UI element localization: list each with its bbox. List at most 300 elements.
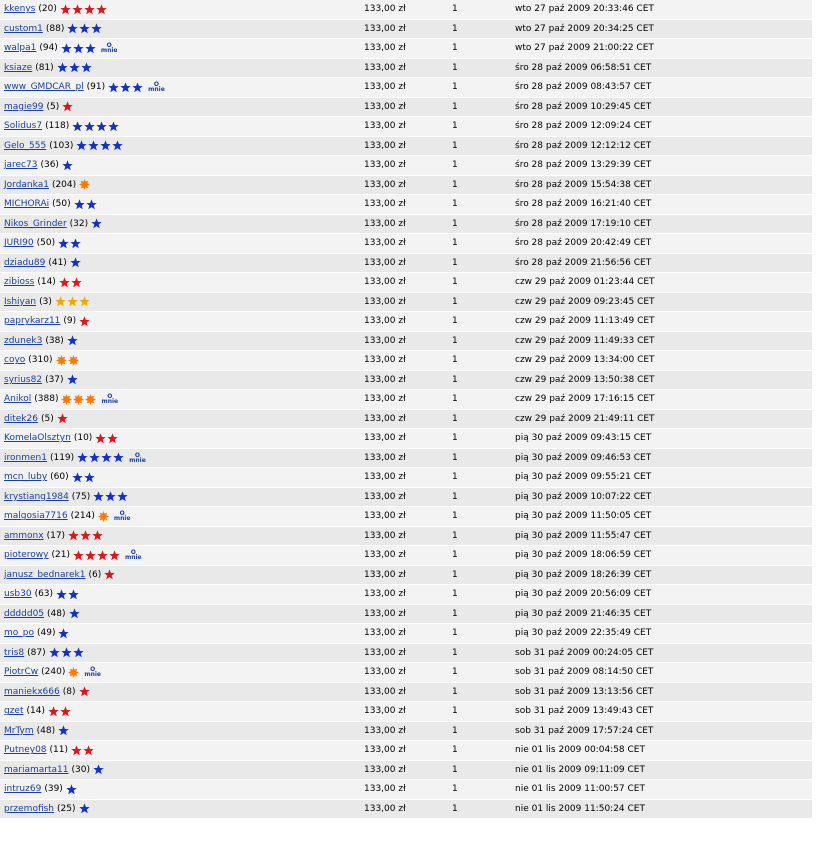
red-star-icon	[71, 277, 82, 288]
bid-date: śro 28 paź 2009 10:29:45 CET	[515, 101, 652, 112]
rating-stars	[61, 394, 97, 405]
bidder-link[interactable]: janusz_bednarek1	[4, 569, 86, 580]
about-me-badge-line: O	[119, 510, 125, 518]
bid-quantity: 1	[452, 589, 458, 600]
bidder-link[interactable]: Gelo_555	[4, 140, 47, 151]
bid-price: 133,00 zł	[364, 335, 406, 346]
sun-star-icon	[61, 394, 72, 405]
blue-star-icon	[93, 764, 104, 775]
table-row	[0, 137, 812, 157]
bidder-link[interactable]: intruz69	[4, 784, 42, 795]
bid-price: 133,00 zł	[364, 472, 406, 483]
bid-price: 133,00 zł	[364, 218, 406, 229]
rating-stars	[66, 784, 78, 795]
blue-star-icon	[56, 589, 67, 600]
bid-date: sob 31 paź 2009 17:57:24 CET	[515, 725, 654, 736]
blue-star-icon	[100, 140, 111, 151]
red-star-icon	[48, 706, 59, 717]
table-row	[0, 39, 812, 59]
about-me-badge-line: mnie	[100, 47, 118, 55]
rating-stars	[71, 745, 95, 756]
sun-star-icon	[68, 355, 79, 366]
rating-stars	[68, 667, 80, 678]
bid-price: 133,00 zł	[364, 355, 406, 366]
bid-quantity: 1	[452, 686, 458, 697]
rating-stars	[67, 335, 79, 346]
bid-quantity: 1	[452, 277, 458, 288]
bid-quantity: 1	[452, 511, 458, 522]
table-row	[0, 78, 812, 98]
red-star-icon	[60, 706, 71, 717]
bidder-link[interactable]: www_GMDCAR_pl	[4, 82, 84, 93]
bid-price: 133,00 zł	[364, 725, 406, 736]
bidder-cell	[4, 332, 79, 351]
table-row	[0, 546, 812, 566]
feedback-score: (49)	[37, 628, 56, 639]
feedback-score: (14)	[26, 706, 45, 717]
bid-date: sob 31 paź 2009 13:13:56 CET	[515, 686, 654, 697]
bid-date: śro 28 paź 2009 13:29:39 CET	[515, 160, 652, 171]
rating-stars	[98, 511, 110, 522]
about-me-badge[interactable]	[101, 394, 118, 404]
blue-star-icon	[84, 472, 95, 483]
blue-star-icon	[81, 62, 92, 73]
feedback-score: (204)	[51, 179, 77, 190]
bidder-link[interactable]: KomelaOlsztyn	[4, 433, 71, 444]
bidder-link[interactable]: kkenys	[4, 4, 36, 15]
about-me-badge-line: mnie	[101, 398, 119, 406]
bid-date: pią 30 paź 2009 10:07:22 CET	[515, 491, 652, 502]
red-star-icon	[60, 4, 71, 15]
bidder-link[interactable]: ammonx	[4, 530, 44, 541]
bid-quantity: 1	[452, 199, 458, 210]
bid-price: 133,00 zł	[364, 764, 406, 775]
bidder-link[interactable]: MICHORAi	[4, 199, 50, 210]
red-star-icon	[72, 4, 83, 15]
sun-star-icon	[79, 179, 90, 190]
feedback-score: (310)	[28, 355, 53, 366]
blue-star-icon	[96, 121, 107, 132]
about-me-badge-line: mnie	[124, 554, 142, 562]
rating-stars	[62, 160, 74, 171]
bidder-link[interactable]: ddddd05	[4, 608, 45, 619]
bid-price: 133,00 zł	[364, 23, 406, 34]
bidder-link[interactable]: gzet	[4, 706, 24, 717]
blue-star-icon	[72, 121, 83, 132]
bid-price: 133,00 zł	[364, 569, 406, 580]
red-star-icon	[71, 745, 82, 756]
about-me-badge-line: mnie	[84, 671, 101, 679]
bidder-link[interactable]: walpa1	[4, 43, 37, 54]
bid-price: 133,00 zł	[364, 43, 406, 54]
blue-star-icon	[73, 43, 84, 54]
bidder-link[interactable]: malgosia7716	[4, 511, 68, 522]
bidder-link[interactable]: maniekx666	[4, 686, 60, 697]
bidder-link[interactable]: przemofish	[4, 803, 55, 814]
rating-stars	[72, 121, 120, 132]
bid-price: 133,00 zł	[364, 238, 406, 249]
red-star-icon	[96, 4, 107, 15]
bidder-link[interactable]: mo_po	[4, 628, 34, 639]
bidder-link[interactable]: Solidus7	[4, 121, 43, 132]
bid-date: śro 28 paź 2009 06:58:51 CET	[515, 62, 652, 73]
bidder-cell	[4, 78, 165, 97]
table-row	[0, 390, 812, 410]
feedback-score: (5)	[40, 413, 54, 424]
bidder-cell	[4, 488, 129, 507]
blue-star-icon	[91, 218, 102, 229]
about-me-badge[interactable]	[125, 550, 142, 560]
bid-date: śro 28 paź 2009 21:56:56 CET	[515, 257, 652, 268]
table-row	[0, 663, 812, 683]
red-star-icon	[62, 101, 73, 112]
rating-stars	[68, 530, 104, 541]
blue-star-icon	[58, 238, 69, 249]
about-me-badge[interactable]	[129, 453, 146, 463]
about-me-badge[interactable]	[101, 43, 118, 53]
table-row	[0, 98, 812, 118]
bidder-link[interactable]: zdunek3	[4, 335, 43, 346]
bidder-link[interactable]: JURI90	[4, 238, 34, 249]
blue-star-icon	[120, 82, 131, 93]
bid-price: 133,00 zł	[364, 101, 406, 112]
bidder-cell	[4, 176, 91, 195]
table-row	[0, 683, 812, 703]
bid-price: 133,00 zł	[364, 82, 406, 93]
bidder-link[interactable]: paprykarz11	[4, 316, 61, 327]
feedback-score: (17)	[46, 530, 66, 541]
bid-price: 133,00 zł	[364, 686, 406, 697]
rating-stars	[67, 23, 103, 34]
bid-date: śro 28 paź 2009 12:12:12 CET	[515, 140, 652, 151]
red-star-icon	[95, 433, 106, 444]
bid-date: czw 29 paź 2009 09:23:45 CET	[515, 296, 655, 307]
rating-stars	[72, 472, 96, 483]
blue-star-icon	[77, 452, 88, 463]
table-row	[0, 312, 812, 332]
table-row	[0, 488, 812, 508]
rating-stars	[56, 355, 80, 366]
bid-date: wto 27 paź 2009 20:33:46 CET	[515, 4, 654, 15]
bidder-link[interactable]: magie99	[4, 101, 44, 112]
bid-date: sob 31 paź 2009 08:14:50 CET	[515, 667, 654, 678]
about-me-badge-line: O	[153, 81, 160, 89]
table-row	[0, 293, 812, 313]
bid-price: 133,00 zł	[364, 745, 406, 756]
bid-quantity: 1	[452, 608, 458, 619]
rating-stars	[77, 452, 125, 463]
rating-stars	[79, 803, 91, 814]
yellow-star-icon	[67, 296, 78, 307]
about-me-badge-line: mnie	[113, 515, 131, 523]
bidder-link[interactable]: krystiang1984	[4, 491, 69, 502]
table-row	[0, 59, 812, 79]
bidder-cell	[4, 546, 142, 565]
bid-quantity: 1	[452, 101, 458, 112]
bid-price: 133,00 zł	[364, 608, 406, 619]
blue-star-icon	[67, 23, 78, 34]
bidder-link[interactable]: custom1	[4, 23, 43, 34]
bidder-link[interactable]: ironmen1	[4, 452, 47, 463]
blue-star-icon	[49, 647, 60, 658]
bid-price: 133,00 zł	[364, 413, 406, 424]
bid-quantity: 1	[452, 706, 458, 717]
feedback-score: (9)	[63, 316, 77, 327]
rating-stars	[48, 706, 72, 717]
bid-date: pią 30 paź 2009 11:50:05 CET	[515, 511, 652, 522]
bidder-cell	[4, 390, 118, 409]
rating-stars	[55, 296, 91, 307]
blue-star-icon	[74, 199, 85, 210]
feedback-score: (63)	[34, 589, 54, 600]
bidder-cell	[4, 20, 103, 39]
bidder-link[interactable]: tris8	[4, 647, 25, 658]
bid-price: 133,00 zł	[364, 628, 406, 639]
bid-quantity: 1	[452, 803, 458, 814]
bid-quantity: 1	[452, 433, 458, 444]
table-row	[0, 351, 812, 371]
bidder-link[interactable]: jarec73	[4, 160, 38, 171]
bid-price: 133,00 zł	[364, 706, 406, 717]
bid-date: pią 30 paź 2009 09:55:21 CET	[515, 472, 652, 483]
rating-stars	[73, 550, 121, 561]
blue-star-icon	[72, 472, 83, 483]
blue-star-icon	[108, 121, 119, 132]
rating-stars	[49, 647, 85, 658]
blue-star-icon	[101, 452, 112, 463]
bidder-cell	[4, 117, 120, 136]
bidder-cell	[4, 254, 82, 273]
blue-star-icon	[84, 121, 95, 132]
feedback-score: (94)	[39, 43, 58, 54]
feedback-score: (240)	[41, 667, 66, 678]
blue-star-icon	[70, 257, 81, 268]
sun-star-icon	[73, 394, 84, 405]
feedback-score: (48)	[36, 725, 56, 736]
blue-star-icon	[73, 647, 84, 658]
bid-quantity: 1	[452, 335, 458, 346]
blue-star-icon	[69, 608, 80, 619]
red-star-icon	[79, 686, 90, 697]
rating-stars	[62, 101, 74, 112]
bid-date: pią 30 paź 2009 09:46:53 CET	[515, 452, 652, 463]
about-me-badge-line: mnie	[129, 456, 146, 464]
bidder-link[interactable]: PiotrCw	[4, 667, 39, 678]
bid-date: czw 29 paź 2009 11:49:33 CET	[515, 335, 655, 346]
about-me-badge-line: O	[106, 42, 112, 50]
bid-quantity: 1	[452, 4, 458, 15]
rating-stars	[104, 569, 116, 580]
rating-stars	[67, 374, 79, 385]
bidder-link[interactable]: MrTym	[4, 725, 34, 736]
rating-stars	[58, 725, 70, 736]
table-row	[0, 585, 812, 605]
blue-star-icon	[61, 647, 72, 658]
feedback-score: (91)	[86, 82, 106, 93]
about-me-badge[interactable]	[114, 511, 131, 521]
about-me-badge-line: O	[90, 666, 96, 674]
feedback-score: (8)	[62, 686, 76, 697]
bidder-cell	[4, 59, 93, 78]
bidder-link[interactable]: coyo	[4, 355, 26, 366]
bidder-cell	[4, 410, 69, 429]
bidder-link[interactable]: mcn_luby	[4, 472, 48, 483]
red-star-icon	[109, 550, 120, 561]
bid-quantity: 1	[452, 472, 458, 483]
rating-stars	[93, 764, 105, 775]
feedback-score: (6)	[88, 569, 102, 580]
bidder-cell	[4, 624, 70, 643]
bid-date: śro 28 paź 2009 20:42:49 CET	[515, 238, 652, 249]
rating-stars	[108, 82, 144, 93]
bidder-link[interactable]: Anikol	[4, 394, 32, 405]
bidder-cell	[4, 371, 79, 390]
rating-stars	[76, 140, 124, 151]
rating-stars	[69, 608, 81, 619]
red-star-icon	[104, 569, 115, 580]
bidder-cell	[4, 527, 104, 546]
table-row	[0, 195, 812, 215]
bid-date: nie 01 lis 2009 00:04:58 CET	[515, 745, 645, 756]
bid-price: 133,00 zł	[364, 179, 406, 190]
bid-quantity: 1	[452, 160, 458, 171]
rating-stars	[95, 433, 119, 444]
bidder-cell	[4, 195, 98, 214]
bidder-cell	[4, 0, 108, 19]
table-row	[0, 780, 812, 800]
table-row	[0, 117, 812, 137]
bid-quantity: 1	[452, 121, 458, 132]
bidder-cell	[4, 449, 146, 468]
blue-star-icon	[93, 491, 104, 502]
bid-date: czw 29 paź 2009 21:49:11 CET	[515, 413, 655, 424]
table-row	[0, 800, 812, 820]
rating-stars	[59, 277, 83, 288]
bid-price: 133,00 zł	[364, 511, 406, 522]
feedback-score: (119)	[49, 452, 75, 463]
bid-quantity: 1	[452, 316, 458, 327]
bid-price: 133,00 zł	[364, 296, 406, 307]
rating-stars	[61, 43, 97, 54]
bid-quantity: 1	[452, 355, 458, 366]
rating-stars	[79, 179, 91, 190]
blue-star-icon	[86, 199, 97, 210]
bid-date: wto 27 paź 2009 20:34:25 CET	[515, 23, 654, 34]
feedback-score: (5)	[46, 101, 60, 112]
feedback-score: (39)	[44, 784, 63, 795]
red-star-icon	[79, 316, 90, 327]
feedback-score: (21)	[51, 550, 70, 561]
bid-quantity: 1	[452, 569, 458, 580]
blue-star-icon	[67, 374, 78, 385]
blue-star-icon	[88, 140, 99, 151]
bidder-link[interactable]: ksiaze	[4, 62, 33, 73]
bidder-link[interactable]: Ishiyan	[4, 296, 37, 307]
about-me-badge[interactable]	[148, 82, 165, 92]
rating-stars	[74, 199, 98, 210]
rating-stars	[57, 62, 93, 73]
bid-date: wto 27 paź 2009 21:00:22 CET	[515, 43, 654, 54]
bidder-link[interactable]: Jordanka1	[4, 179, 49, 190]
red-star-icon	[85, 550, 96, 561]
bidder-cell	[4, 702, 72, 721]
red-star-icon	[57, 413, 68, 424]
feedback-score: (3)	[39, 296, 52, 307]
red-star-icon	[68, 530, 79, 541]
bid-price: 133,00 zł	[364, 199, 406, 210]
bid-quantity: 1	[452, 628, 458, 639]
bidder-link[interactable]: dziadu89	[4, 257, 46, 268]
table-row	[0, 410, 812, 430]
bidder-link[interactable]: mariamarta11	[4, 764, 69, 775]
about-me-badge[interactable]	[84, 667, 101, 677]
table-row	[0, 332, 812, 352]
bidder-link[interactable]: pioterowy	[4, 550, 49, 561]
bid-quantity: 1	[452, 238, 458, 249]
sun-star-icon	[85, 394, 96, 405]
feedback-score: (36)	[40, 160, 59, 171]
bid-price: 133,00 zł	[364, 257, 406, 268]
bid-price: 133,00 zł	[364, 589, 406, 600]
bid-price: 133,00 zł	[364, 394, 406, 405]
bid-price: 133,00 zł	[364, 374, 406, 385]
table-row	[0, 644, 812, 664]
blue-star-icon	[70, 238, 81, 249]
bidder-cell	[4, 663, 101, 682]
feedback-score: (37)	[45, 374, 64, 385]
bid-date: śro 28 paź 2009 15:54:38 CET	[515, 179, 652, 190]
bidder-cell	[4, 215, 103, 234]
bidder-cell	[4, 429, 119, 448]
bidder-link[interactable]: Putney08	[4, 745, 47, 756]
bid-quantity: 1	[452, 530, 458, 541]
blue-star-icon	[85, 43, 96, 54]
table-row	[0, 566, 812, 586]
table-row	[0, 605, 812, 625]
red-star-icon	[80, 530, 91, 541]
feedback-score: (48)	[47, 608, 66, 619]
bidder-link[interactable]: Nikos_Grinder	[4, 218, 67, 229]
bid-price: 133,00 zł	[364, 62, 406, 73]
bid-quantity: 1	[452, 413, 458, 424]
blue-star-icon	[105, 491, 116, 502]
table-row	[0, 468, 812, 488]
bid-price: 133,00 zł	[364, 452, 406, 463]
bidder-link[interactable]: usb30	[4, 589, 32, 600]
rating-stars	[57, 413, 69, 424]
bid-date: czw 29 paź 2009 11:13:49 CET	[515, 316, 655, 327]
table-row	[0, 371, 812, 391]
bidder-link[interactable]: zibioss	[4, 277, 35, 288]
table-row	[0, 273, 812, 293]
bidder-cell	[4, 39, 117, 58]
bidder-cell	[4, 566, 116, 585]
bid-date: czw 29 paź 2009 13:34:00 CET	[515, 355, 655, 366]
bidder-link[interactable]: syrius82	[4, 374, 43, 385]
bid-quantity: 1	[452, 745, 458, 756]
bidder-cell	[4, 780, 78, 799]
table-row	[0, 234, 812, 254]
feedback-score: (11)	[49, 745, 69, 756]
table-row	[0, 722, 812, 742]
bid-date: nie 01 lis 2009 11:50:24 CET	[515, 803, 645, 814]
bidder-link[interactable]: ditek26	[4, 413, 38, 424]
bid-quantity: 1	[452, 550, 458, 561]
bidder-cell	[4, 273, 83, 292]
rating-stars	[56, 589, 80, 600]
bidder-cell	[4, 234, 82, 253]
bidder-cell	[4, 507, 130, 526]
